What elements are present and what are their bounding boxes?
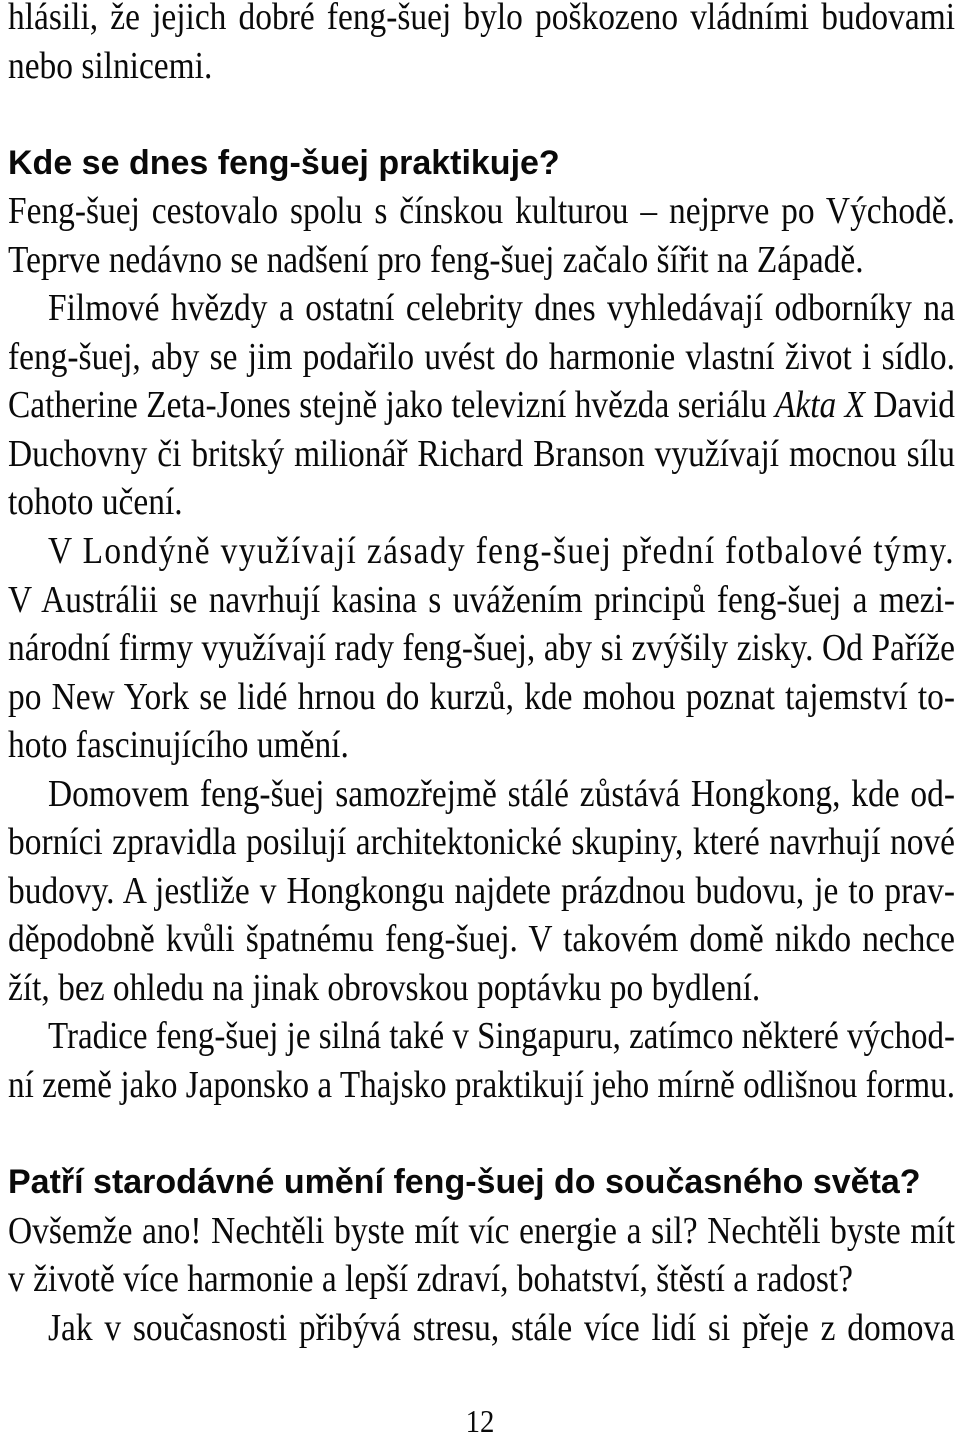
line-text: ní země jako Japonsko a Thajsko praktikují jeho mírně odlišnou formu.	[8, 1064, 955, 1107]
text-line	[8, 818, 955, 867]
line-text: národní firmy využívají rady feng-šuej, aby si zvýšily zisky. Od Paříže	[8, 627, 956, 670]
line-text-segment: David	[865, 384, 955, 427]
text-line	[8, 430, 955, 479]
text-line	[8, 624, 955, 673]
line-text: V Londýně využívají zásady feng-šuej přední fotbalové týmy.	[48, 530, 955, 573]
line-text: hoto fascinujícího umění.	[8, 724, 349, 767]
text-line	[8, 187, 955, 236]
line-text: Filmové hvězdy a ostatní celebrity dnes vyhledávají odborníky na	[48, 287, 956, 330]
section-heading: Patří starodávné umění feng-šuej do současného světa?	[8, 1163, 921, 1202]
text-line	[8, 478, 955, 527]
paragraph	[8, 1012, 955, 1109]
paragraph	[8, 770, 955, 1013]
section-spacer	[8, 1110, 955, 1159]
line-text: v životě více harmonie a lepší zdraví, bohatství, štěstí a radost?	[8, 1258, 854, 1301]
section-spacer	[8, 90, 955, 139]
paragraph	[8, 1207, 955, 1304]
text-line	[8, 721, 955, 770]
text-line	[8, 333, 955, 382]
text-line	[8, 770, 955, 819]
page-number-text: 12	[465, 1403, 495, 1437]
text-line	[8, 1061, 955, 1110]
line-text	[8, 381, 955, 430]
text-line	[8, 381, 955, 430]
paragraph	[8, 0, 955, 90]
text-line	[8, 867, 955, 916]
line-text: Feng-šuej cestovalo spolu s čínskou kulturou – nejprve po Východě.	[8, 190, 956, 233]
text-line	[8, 42, 955, 91]
text-line	[8, 915, 955, 964]
text-line	[8, 236, 955, 285]
section	[8, 139, 955, 1110]
text-line	[8, 1207, 955, 1256]
line-text: Ovšemže ano! Nechtěli byste mít víc energie a sil? Nechtěli byste mít	[8, 1209, 956, 1252]
line-text: Tradice feng-šuej je silná také v Singapuru, zatímco některé východ-	[48, 1015, 955, 1058]
line-text: feng-šuej, aby se jim podařilo uvést do harmonie vlastní život i sídlo.	[8, 335, 956, 378]
text-line	[8, 964, 955, 1013]
line-text: žít, bez ohledu na jinak obrovskou poptávku po bydlení.	[8, 966, 761, 1009]
section-heading: Kde se dnes feng-šuej praktikuje?	[8, 143, 560, 182]
text-line	[8, 673, 955, 722]
text-line	[8, 1304, 955, 1353]
line-text: nebo silnicemi.	[8, 44, 213, 87]
text-line	[8, 0, 955, 42]
text-column	[8, 0, 955, 1352]
line-text: borníci zpravidla posilují architektonické skupiny, které navrhují nové	[8, 821, 956, 864]
paragraph	[8, 284, 955, 527]
line-text: Duchovny či britský milionář Richard Branson využívají mocnou sílu	[8, 432, 956, 475]
italic-series-title: Akta X	[775, 384, 866, 427]
section	[8, 1158, 955, 1352]
line-text: Jak v současnosti přibývá stresu, stále více lidí si přeje z domova	[48, 1306, 956, 1349]
line-text: budovy. A jestliže v Hongkongu najdete prázdnou budovu, je to prav-	[8, 869, 955, 912]
text-line	[8, 576, 955, 625]
paragraph	[8, 187, 955, 284]
line-text: hlásili, že jejich dobré feng-šuej bylo poškozeno vládními budovami	[8, 0, 956, 38]
line-text: Teprve nedávno se nadšení pro feng-šuej začalo šířit na Západě.	[8, 238, 864, 281]
paragraph	[8, 527, 955, 770]
line-text: tohoto učení.	[8, 481, 183, 524]
line-text: V Austrálii se navrhují kasina s uvážením principů feng-šuej a mezi-	[8, 578, 956, 621]
line-text: děpodobně kvůli špatnému feng-šuej. V takovém domě nikdo nechce	[8, 918, 956, 961]
text-line	[8, 284, 955, 333]
text-line	[8, 1012, 955, 1061]
line-text-segment: Catherine Zeta-Jones stejně jako televizní hvězda seriálu	[8, 384, 776, 427]
line-text: po New York se lidé hrnou do kurzů, kde mohou poznat tajemství to-	[8, 675, 956, 718]
line-text: Domovem feng-šuej samozřejmě stálé zůstává Hongkong, kde od-	[48, 772, 956, 815]
page-number	[0, 1403, 960, 1437]
text-line	[8, 1255, 955, 1304]
text-line	[8, 527, 955, 576]
paragraph	[8, 1304, 955, 1353]
